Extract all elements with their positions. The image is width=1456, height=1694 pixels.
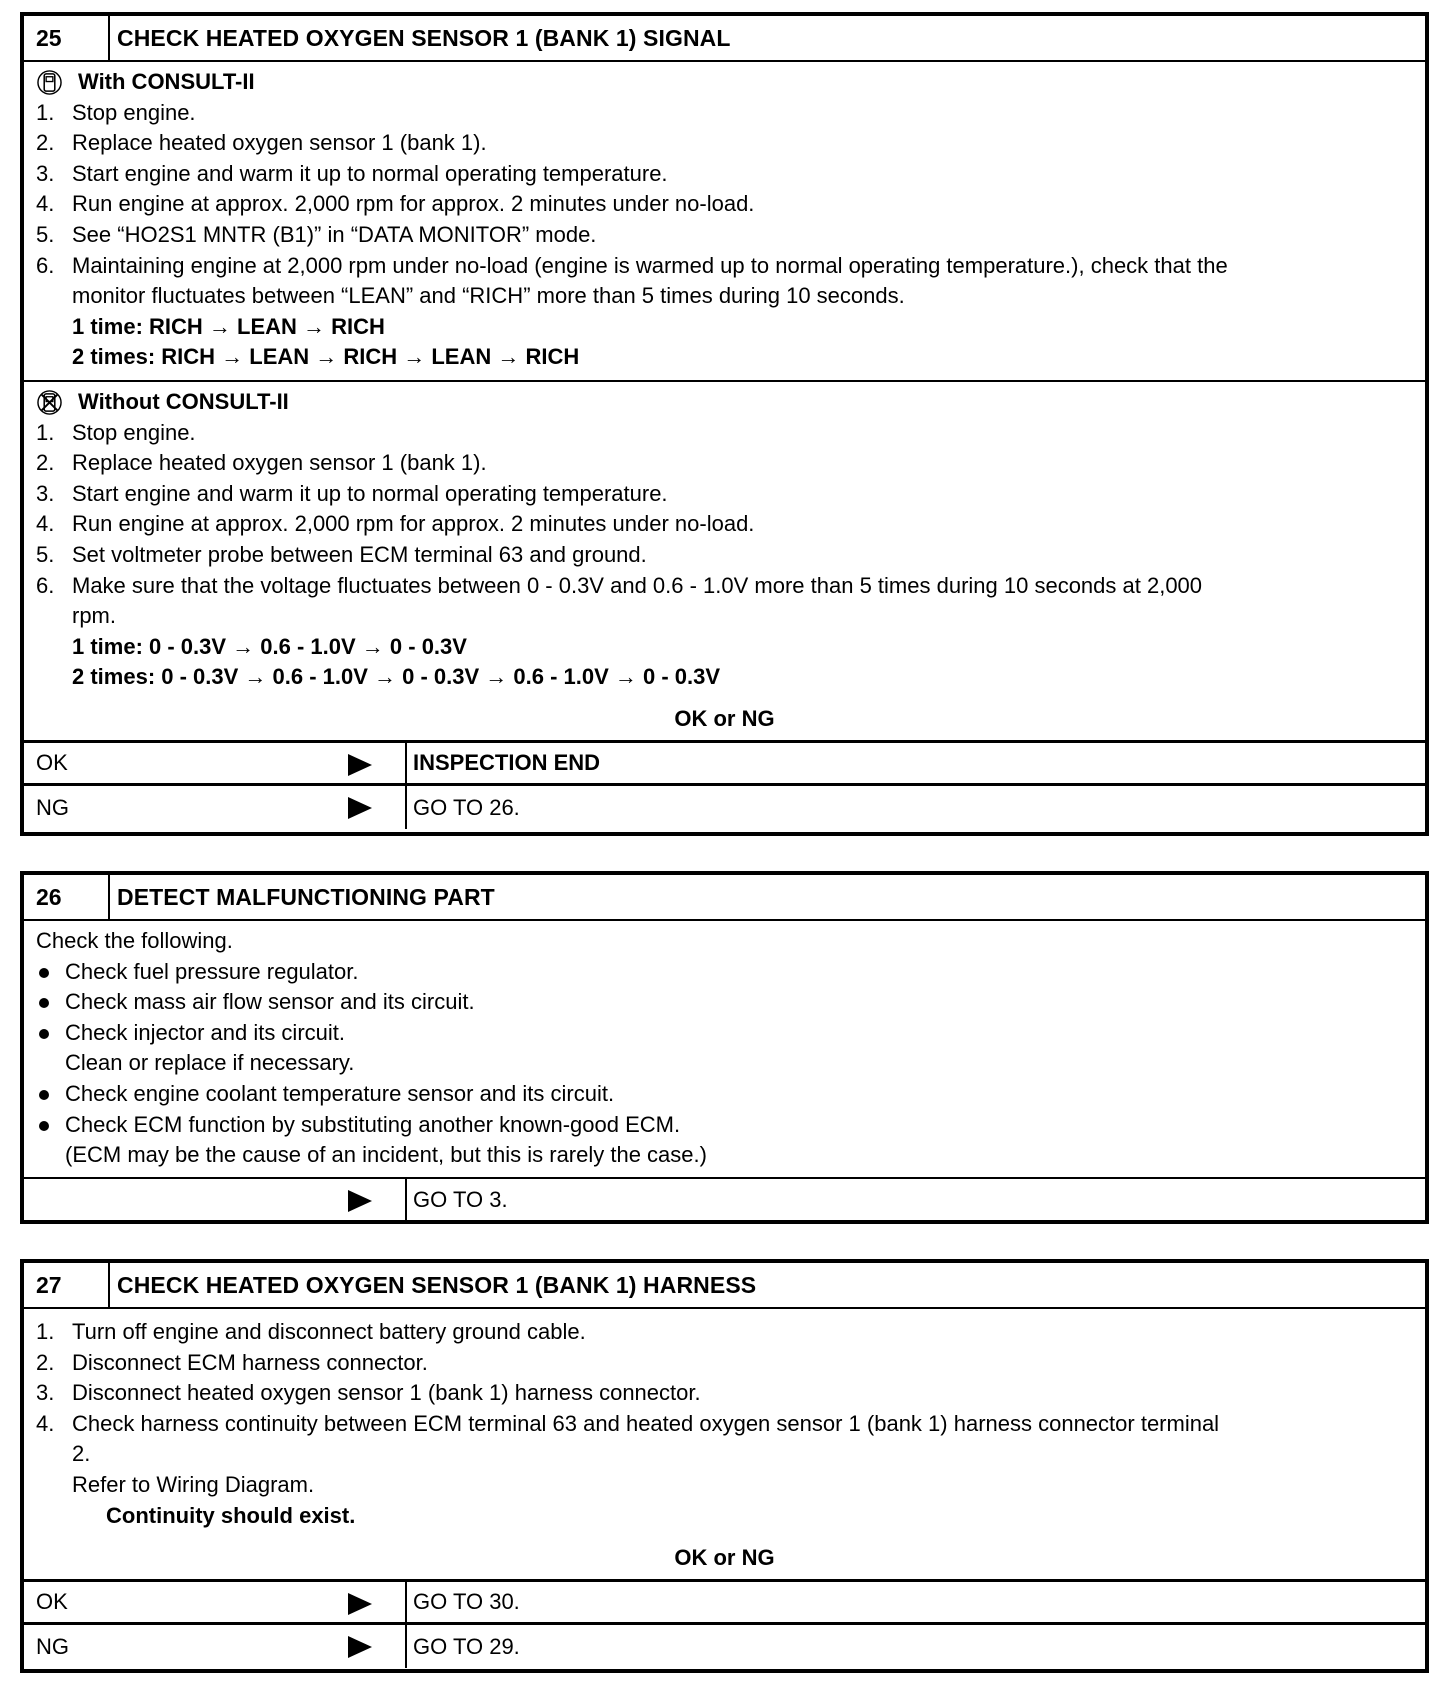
list-item: 5. Set voltmeter probe between ECM terminal 63 and ground. bbox=[36, 541, 647, 567]
bullet-item: Check ECM function by substituting another known-good ECM. bbox=[24, 1110, 1425, 1141]
list-item: 3. Start engine and warm it up to normal operating temperature. bbox=[36, 160, 668, 186]
result-label: NG bbox=[36, 1633, 69, 1659]
bullet-item: Check fuel pressure regulator. bbox=[24, 957, 1425, 988]
list-item: 5. See “HO2S1 MNTR (B1)” in “DATA MONITOR” mode. bbox=[36, 221, 597, 247]
bullet-icon bbox=[39, 1029, 49, 1039]
result-label: NG bbox=[36, 794, 69, 820]
with-consult-section bbox=[24, 62, 1425, 382]
result-action: GO TO 26. bbox=[413, 794, 520, 820]
bullet-continuation: (ECM may be the cause of an incident, but this is rarely the case.) bbox=[65, 1142, 707, 1168]
list-item: 1. Stop engine. bbox=[36, 99, 196, 125]
step-25-box bbox=[20, 12, 1429, 836]
result-action: GO TO 3. bbox=[413, 1186, 508, 1212]
result-row-ok[interactable] bbox=[24, 743, 1425, 786]
list-item: 4. Run engine at approx. 2,000 rpm for approx. 2 minutes under no-load. bbox=[36, 191, 755, 217]
check-list-section bbox=[24, 921, 1425, 1179]
arrow-right-icon bbox=[348, 754, 372, 776]
spec-line: 1 time: RICH → LEAN → RICH bbox=[72, 313, 385, 339]
step-title: CHECK HEATED OXYGEN SENSOR 1 (BANK 1) SIGNAL bbox=[117, 24, 731, 51]
spec-line: 2 times: 0 - 0.3V → 0.6 - 1.0V → 0 - 0.3V → 0.6 - 1.0V → 0 - 0.3V bbox=[72, 664, 721, 690]
intro-text: Check the following. bbox=[36, 928, 233, 953]
list-item: 3. Start engine and warm it up to normal operating temperature. bbox=[36, 480, 668, 506]
list-item: 4. Run engine at approx. 2,000 rpm for approx. 2 minutes under no-load. bbox=[36, 511, 755, 537]
arrow-right-icon bbox=[348, 1593, 372, 1615]
result-row-ng[interactable] bbox=[24, 1625, 1425, 1668]
bullet-item: Check engine coolant temperature sensor and its circuit. bbox=[24, 1079, 1425, 1110]
without-consult-section bbox=[24, 382, 1425, 698]
step-number: 27 bbox=[24, 1263, 110, 1307]
consult-device-icon bbox=[37, 70, 62, 95]
bullet-icon bbox=[39, 968, 49, 978]
step-number: 26 bbox=[24, 875, 110, 919]
bullet-icon bbox=[39, 1090, 49, 1100]
list-item: 4. Check harness continuity between ECM terminal 63 and heated oxygen sensor 1 (bank 1) harness connector terminal bbox=[36, 1410, 1220, 1436]
note-text: Refer to Wiring Diagram. bbox=[72, 1471, 315, 1497]
list-item: 1. Stop engine. bbox=[36, 419, 196, 445]
result-row-ng[interactable] bbox=[24, 786, 1425, 829]
list-item: 1. Turn off engine and disconnect battery ground cable. bbox=[36, 1319, 586, 1344]
without-consult-heading: Without CONSULT-II bbox=[24, 387, 1425, 418]
arrow-right-icon bbox=[348, 797, 372, 819]
list-item: 2. Replace heated oxygen sensor 1 (bank 1). bbox=[36, 130, 487, 156]
result-action: GO TO 30. bbox=[413, 1589, 520, 1614]
step-27-box bbox=[20, 1259, 1429, 1673]
list-item-continuation: 2. bbox=[72, 1441, 91, 1467]
list-item: 2. Replace heated oxygen sensor 1 (bank 1). bbox=[36, 450, 487, 476]
list-item: 3. Disconnect heated oxygen sensor 1 (bank 1) harness connector. bbox=[36, 1380, 701, 1406]
spec-line: Continuity should exist. bbox=[106, 1502, 356, 1528]
harness-check-section bbox=[24, 1309, 1425, 1537]
step-number: 25 bbox=[24, 16, 110, 60]
decision-label: OK or NG bbox=[24, 1537, 1425, 1582]
list-item-continuation: rpm. bbox=[72, 603, 116, 629]
arrow-right-icon bbox=[348, 1190, 372, 1212]
result-action: GO TO 29. bbox=[413, 1633, 520, 1659]
no-consult-icon bbox=[37, 390, 62, 415]
step-header bbox=[24, 16, 1425, 62]
spec-line: 1 time: 0 - 0.3V → 0.6 - 1.0V → 0 - 0.3V bbox=[72, 633, 467, 659]
bullet-icon bbox=[39, 998, 49, 1008]
step-26-box bbox=[20, 871, 1429, 1224]
bullet-icon bbox=[39, 1121, 49, 1131]
result-label: OK bbox=[36, 1589, 68, 1614]
list-item: 2. Disconnect ECM harness connector. bbox=[36, 1349, 428, 1375]
with-consult-heading: With CONSULT-II bbox=[24, 67, 1425, 98]
list-item-continuation: monitor fluctuates between “LEAN” and “RICH” more than 5 times during 10 seconds. bbox=[72, 283, 905, 309]
list-item: 6. Maintaining engine at 2,000 rpm under no-load (engine is warmed up to normal operating temperature.), check that the bbox=[36, 252, 1228, 278]
step-header bbox=[24, 1263, 1425, 1309]
step-header bbox=[24, 875, 1425, 921]
step-title: CHECK HEATED OXYGEN SENSOR 1 (BANK 1) HARNESS bbox=[117, 1271, 757, 1298]
result-row[interactable] bbox=[24, 1179, 1425, 1220]
spec-line: 2 times: RICH → LEAN → RICH → LEAN → RICH bbox=[72, 344, 580, 370]
arrow-right-icon bbox=[348, 1636, 372, 1658]
result-action: INSPECTION END bbox=[413, 750, 601, 775]
result-row-ok[interactable] bbox=[24, 1582, 1425, 1625]
bullet-item: Check mass air flow sensor and its circuit. bbox=[24, 987, 1425, 1018]
list-item: 6. Make sure that the voltage fluctuates between 0 - 0.3V and 0.6 - 1.0V more than 5 times during 10 seconds at 2,000 bbox=[36, 572, 1203, 598]
step-title: DETECT MALFUNCTIONING PART bbox=[117, 883, 495, 910]
decision-label: OK or NG bbox=[24, 698, 1425, 743]
bullet-item: Check injector and its circuit. bbox=[24, 1018, 1425, 1049]
result-label: OK bbox=[36, 750, 68, 775]
bullet-continuation: Clean or replace if necessary. bbox=[65, 1050, 355, 1076]
